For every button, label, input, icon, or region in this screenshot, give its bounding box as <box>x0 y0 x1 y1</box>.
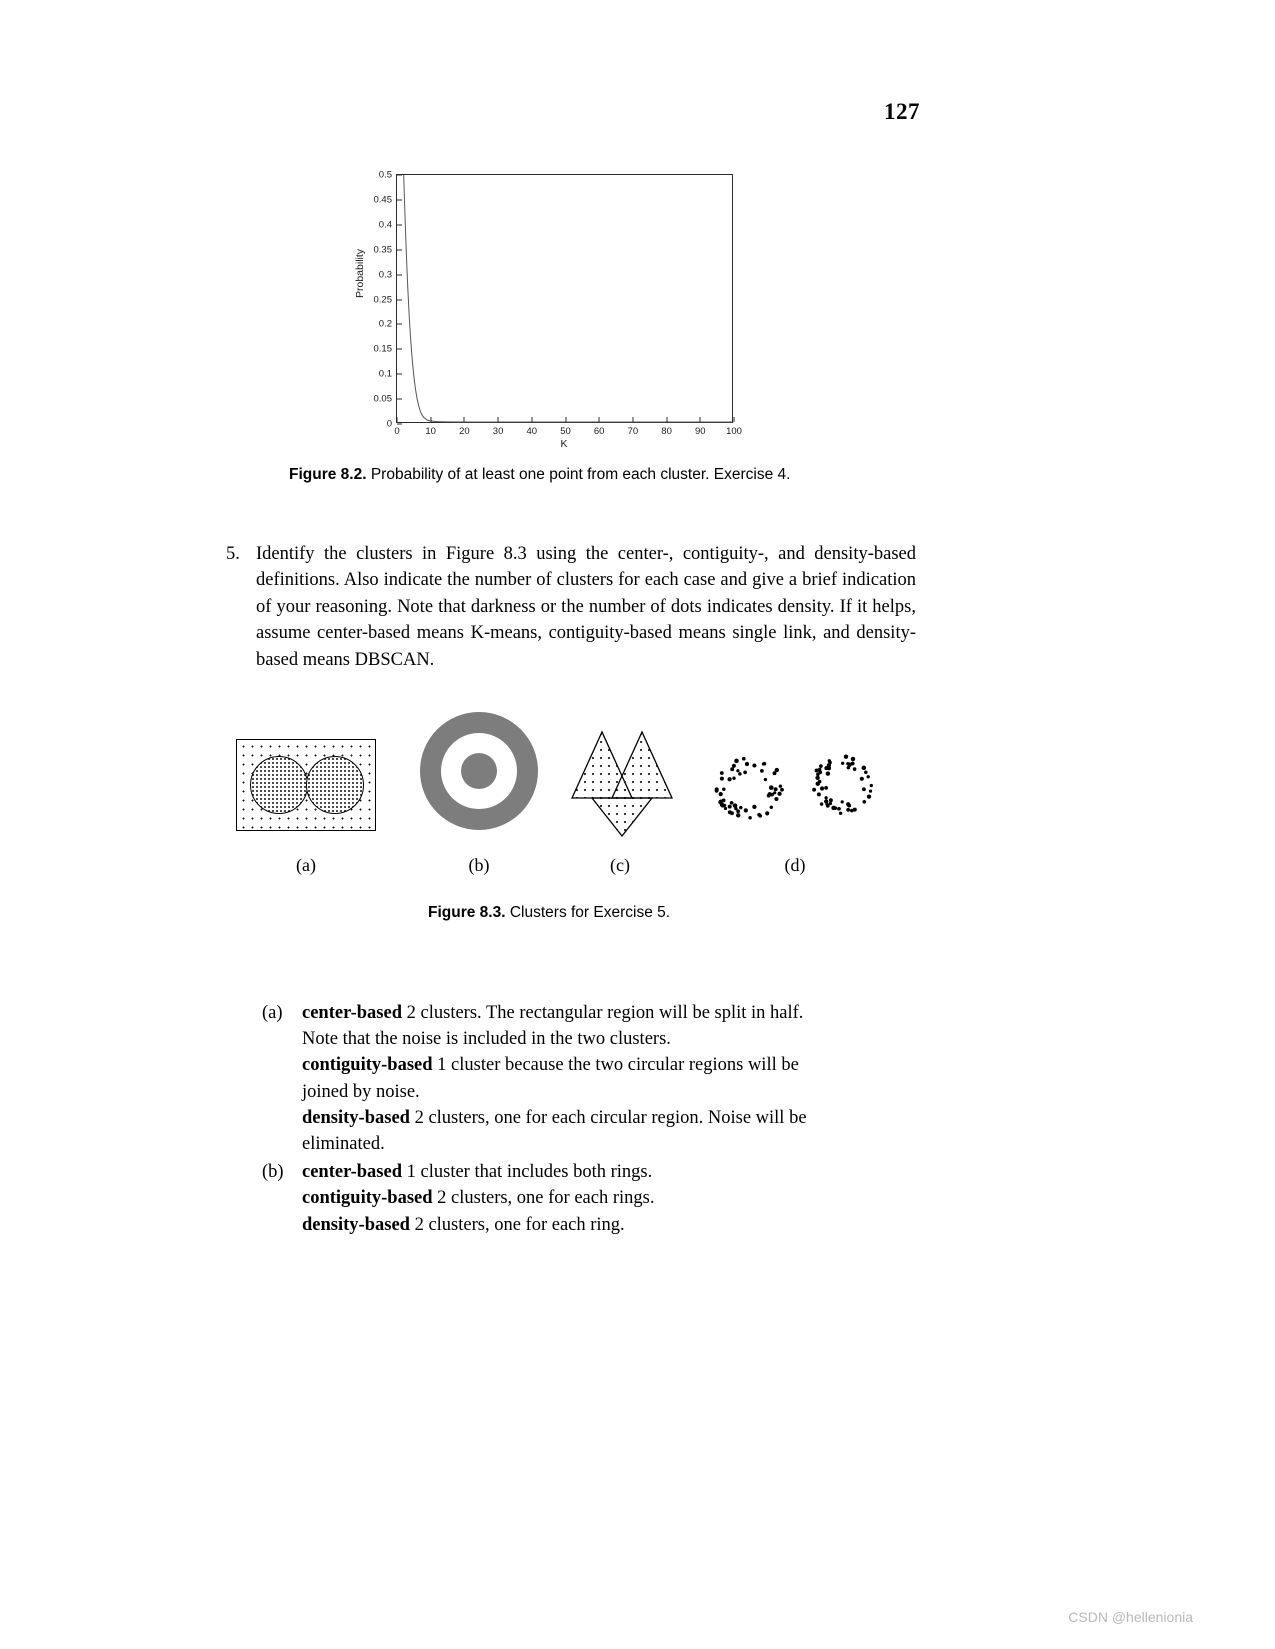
answers-list <box>262 1000 917 1240</box>
chart-y-axis-label: Probability <box>354 248 366 298</box>
figure-8-2-caption-text: Probability of at least one point from each cluster. Exercise 4. <box>370 466 791 483</box>
chart-y-tick-label: 0.15 <box>373 343 392 355</box>
chart-x-tick-label: 50 <box>560 426 571 437</box>
answer-line: Note that the noise is included in the two clusters. <box>302 1029 671 1050</box>
chart-x-tick-mark <box>498 417 499 422</box>
chart-y-tick-label: 0.1 <box>378 368 392 380</box>
answer-term: density-based <box>302 1107 410 1128</box>
triangle-up-right <box>612 732 672 798</box>
exercise-5 <box>226 541 916 673</box>
chart-x-tick-label: 30 <box>492 426 504 437</box>
chart-x-tick-mark <box>397 417 398 422</box>
chart-x-tick-mark <box>700 417 701 422</box>
figure-8-3-caption-label: Figure 8.3. <box>428 904 506 921</box>
inner-disc <box>461 753 497 789</box>
answer-term: center-based <box>302 1162 403 1183</box>
figure-8-2-caption <box>289 466 790 484</box>
answer-line-density-based: density-based 2 clusters, one for each ring. <box>302 1214 625 1235</box>
chart-x-tick-mark <box>632 417 633 422</box>
chart-x-tick-mark <box>531 417 532 422</box>
chart-line-series <box>397 175 732 422</box>
chart-y-tick-mark <box>397 274 402 275</box>
subfigure-a-rectangle <box>236 739 376 831</box>
chart-x-tick-mark <box>464 417 465 422</box>
exercise-5-marker: 5. <box>226 544 240 564</box>
figure-8-3-caption <box>428 904 670 922</box>
answer-line: eliminated. <box>302 1134 385 1155</box>
subfigure-b-label: (b) <box>468 855 490 875</box>
chart-y-tick-label: 0.4 <box>378 219 392 231</box>
chart-y-tick-mark <box>397 399 402 400</box>
answer-line-center-based: center-based 1 cluster that includes both rings. <box>302 1162 653 1183</box>
answer-item <box>262 1159 917 1238</box>
chart-x-tick-label: 100 <box>726 426 742 437</box>
chart-x-tick-label: 10 <box>425 426 436 437</box>
answer-marker: (b) <box>262 1162 284 1183</box>
chart-y-tick-label: 0.5 <box>378 169 392 181</box>
chart-y-tick-mark <box>397 299 402 300</box>
subfigure-a-circle-right <box>306 756 364 814</box>
answer-line: joined by noise. <box>302 1081 420 1102</box>
answer-line-density-based: density-based 2 clusters, one for each circular region. Noise will be <box>302 1107 807 1128</box>
chart-y-tick-mark <box>397 175 402 176</box>
figure-8-3-caption-text: Clusters for Exercise 5. <box>509 904 671 921</box>
chart-x-tick-label: 80 <box>661 426 672 437</box>
point-cloud-1 <box>715 757 784 820</box>
chart-x-tick-label: 40 <box>526 426 538 437</box>
subfigure-a-label: (a) <box>296 855 316 875</box>
page-number: 127 <box>884 99 920 124</box>
point-cloud-2 <box>812 755 873 816</box>
chart-y-tick-mark <box>397 374 402 375</box>
answer-line-contiguity-based: contiguity-based 1 cluster because the two circular regions will be <box>302 1055 799 1076</box>
chart-y-tick-label: 0.05 <box>373 393 392 405</box>
subfigure-a-circle-left <box>250 756 308 814</box>
chart-x-tick-label: 70 <box>627 426 639 437</box>
chart-plot-area <box>373 169 742 437</box>
chart-y-tick-mark <box>397 324 402 325</box>
chart-x-tick-mark <box>599 417 600 422</box>
chart-y-tick-label: 0.45 <box>373 194 392 206</box>
chart-y-tick-mark <box>397 249 402 250</box>
triangle-down-center <box>592 798 652 836</box>
chart-y-tick-label: 0.2 <box>378 318 392 330</box>
subfigure-b-concentric-rings <box>420 712 538 830</box>
chart-y-tick-mark <box>397 199 402 200</box>
chart-y-tick-label: 0.25 <box>373 294 392 305</box>
answer-term: center-based <box>302 1003 403 1023</box>
answer-marker: (a) <box>262 1003 283 1023</box>
figure-8-3 <box>225 700 905 890</box>
chart-x-tick-label: 0 <box>394 426 400 437</box>
subfigure-d-point-clouds <box>710 742 885 834</box>
answer-term: contiguity-based <box>302 1055 433 1076</box>
csdn-watermark: CSDN @hellenionia <box>1068 1609 1193 1625</box>
chart-y-tick-mark <box>397 224 402 225</box>
chart-y-tick-label: 0 <box>386 418 392 430</box>
subfigure-d-label: (d) <box>784 855 806 875</box>
chart-x-tick-mark <box>430 417 431 422</box>
chart-y-tick-label: 0.35 <box>373 244 392 256</box>
chart-y-tick-mark <box>397 424 402 425</box>
answer-term: density-based <box>302 1214 410 1235</box>
figure-8-2 <box>354 165 750 450</box>
chart-y-tick-mark <box>397 349 402 350</box>
answer-item <box>262 1000 917 1157</box>
chart-x-axis-label: K <box>560 438 568 450</box>
exercise-5-text: Identify the clusters in Figure 8.3 using the center-, contiguity-, and density-based definitions. Also indicate the number of clusters for each case and give a brief indication of your reasoning. Note that darkness or the number of dots indicates density. If it helps, assume center-based means K-means, contiguity-based means single link, and density-based means DBSCAN. <box>256 544 916 670</box>
answer-line-center-based: center-based 2 clusters. The rectangular region will be split in half. <box>302 1003 804 1023</box>
chart-x-tick-label: 20 <box>459 426 470 437</box>
subfigure-c-label: (c) <box>610 855 630 875</box>
chart-x-tick-mark <box>734 417 735 422</box>
figure-8-2-caption-label: Figure 8.2. <box>289 466 367 483</box>
subfigure-c-triangles <box>565 714 675 839</box>
chart-y-tick-label: 0.3 <box>378 269 392 281</box>
answer-line-contiguity-based: contiguity-based 2 clusters, one for each rings. <box>302 1188 655 1209</box>
answer-term: contiguity-based <box>302 1188 433 1209</box>
chart-x-tick-label: 60 <box>593 426 605 437</box>
chart-x-tick-mark <box>565 417 566 422</box>
chart-x-tick-label: 90 <box>695 426 706 437</box>
chart-x-tick-mark <box>666 417 667 422</box>
